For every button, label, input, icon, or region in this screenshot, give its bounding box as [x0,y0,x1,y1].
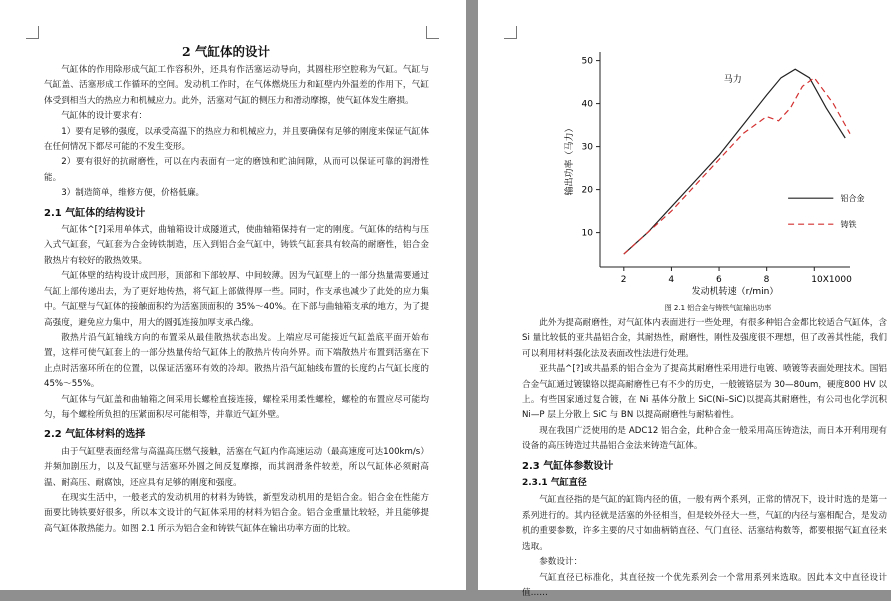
section-heading: 2.3 气缸体参数设计 [522,459,887,474]
paragraph: 亚共晶^[?]或共晶系的铝合金为了提高其耐磨性采用进行电镀、喷镀等表面处理技术。国铝合金气缸通过镀镍铬以提高耐磨性已有不少的历史，一般镀铬层为 30—80um，硬度800 HV 以上。有些国家通过复合镀，在 Ni 基体分散上 SiC(Ni–SiC)以提高其耐磨性，有公司也化学沉积 Ni—P 层上分散上 SiC 与 BN 以提高耐磨性与耐粘着性。 [522,362,887,424]
paragraph: 气缸体与气缸盖和曲轴箱之间采用长螺栓直接连接，螺栓采用柔性螺栓，螺栓的布置应尽可能均匀，每个螺栓所负担的压紧面积尽可能相等，并靠近气缸外壁。 [44,393,429,424]
x-tick-label: 10X1000 [811,275,852,285]
paragraph: 气缸直径指的是气缸的缸筒内径的值，一般有两个系列，正常的情况下，设计时选的是第一系列进行的。其内径就是活塞的外径相当，但是较外径大一些，气缸的内径与塞相配合，是发动机的重要参数，许多主要的尺寸如曲柄销直径、气门直径、活塞结构数等，都要根据气缸直径来选取。 [522,493,887,555]
left-body [44,63,429,537]
series-line-1 [624,78,850,254]
paragraph: 2）要有很好的抗耐磨性，可以在内表面有一定的磨蚀和贮油间隙，从而可以保证可靠的润滑性能。 [44,155,429,186]
chapter-title: 2 气缸体的设计 [182,42,270,60]
chart-annotation: 马力 [724,73,742,85]
crop-mark [26,26,39,39]
document-page-right [478,0,891,590]
legend-label: 铸铁 [840,219,856,229]
x-axis-label: 发动机转速（r/min） [692,285,779,297]
page-gutter [466,0,478,590]
legend-label: 铝合金 [840,193,864,203]
x-tick-label: 4 [668,275,674,285]
y-tick-label: 30 [582,143,594,153]
x-tick-label: 8 [764,275,770,285]
paragraph: 气缸体^[?]采用单体式，曲轴箱设计成隧道式，使曲轴箱保持有一定的刚度。气缸体的结构与压入式气缸套，气缸套为合金铸铁制造，压入到铝合金气缸中，铸铁气缸套具有较高的耐磨性，铝合金散热片有较好的散热效果。 [44,223,429,269]
series-line-0 [624,69,845,254]
x-tick-label: 2 [621,275,627,285]
x-tick-label: 6 [716,275,722,285]
y-tick-label: 20 [582,186,594,196]
y-axis-label: 输出功率（马力） [563,123,575,195]
right-body [522,316,887,601]
y-tick-label: 40 [582,100,594,110]
crop-mark [504,26,517,39]
subsection-heading: 2.3.1 气缸直径 [522,476,887,491]
paragraph: 1）要有足够的强度，以承受高温下的热应力和机械应力，并且要确保有足够的刚度来保证气缸体在任何情况下都尽可能的不发生变形。 [44,125,429,156]
paragraph: 气缸体的作用除形成气缸工作容积外，还具有作活塞运动导向，其圆柱形空腔称为气缸。气缸与气缸盖、活塞形成工作循环的空间。发动机工作时，在气体燃烧压力和缸壁内外温差的作用下，气缸体受到相当大的热应力和机械应力。此外，活塞对气缸的侧压力和滑动摩擦，使气缸体发生磨损。 [44,63,429,109]
paragraph: 由于气缸壁表面经常与高温高压燃气接触，活塞在气缸内作高速运动（最高速度可达100km/s）并频加剧压力，以及气缸壁与活塞环外圆之间反复摩擦，而其润滑条件较差，所以气缸体必须耐高温、耐高压、耐腐蚀，还应具有足够的刚度和强度。 [44,445,429,491]
paragraph: 此外为提高耐磨性，对气缸体内表面进行一些处理，有很多种铝合金都比较适合气缸体，含 Si 量比较低的亚共晶铝合金，其耐热性，耐磨性，刚性及强度很不理想，但了改善其性能，我们可以利用材料强化法及表面改性法进行处理。 [522,316,887,362]
y-tick-label: 10 [582,229,594,239]
crop-mark [426,26,439,39]
paragraph: 3）制造简单，维修方便，价格低廉。 [44,186,429,201]
paragraph: 散热片沿气缸轴线方向的布置采从最佳散热状态出发。上端应尽可能接近气缸盖底平面开始布置，这样可使气缸套上的一部分热量传给气缸体上的散热片传向外界。而下端散热片布置到活塞在下止点时活塞环所在的位置，以保证活塞环有效的冷却。散热片沿气缸轴线布置的长度约占气缸长度的 45%～55%。 [44,331,429,393]
y-tick-label: 50 [582,57,594,67]
paragraph: 在现实生活中，一般老式的发动机用的材料为铸铁，新型发动机用的是铝合金。铝合金在性能方面要比铸铁要好很多，所以本文设计的气缸体采用的材料为铝合金。铝合金重量比较轻，并且能够提高气缸体散热能力。如图 2.1 所示为铝合金和铸铁气缸体在输出功率方面的比较。 [44,491,429,537]
paragraph: 参数设计： [522,555,887,570]
section-heading: 2.1 气缸体的结构设计 [44,206,429,221]
figure-caption: 图 2.1 铝合金与铸铁气缸输出功率 [628,303,808,313]
paragraph: 气缸直径已标准化，其直径按一个优先系列会一个常用系列来选取。因此本文中直径设计值…… [522,571,887,601]
section-heading: 2.2 气缸体材料的选择 [44,427,429,442]
paragraph: 现在我国广泛使用的是 ADC12 铝合金，此种合金一般采用高压铸造法，而日本开利用现有设备的高压铸造过共晶铝合金法来铸造气缸体。 [522,424,887,455]
paragraph: 气缸体的设计要求有： [44,109,429,124]
paragraph: 气缸体壁的结构设计成凹形，顶部和下部较厚、中间较薄。因为气缸壁上的一部分热量需要通过气缸上部传递出去，为了更好地传热，将气缸上部做得厚一些。同时，作支承也减少了此处的应力集中。气缸壁与气缸体的接触面积约为活塞顶面积的 35%～40%。在下部与曲轴箱支承的地方，为了提高强度，避免应力集中，用大的圆弧连接加厚支承凸缘。 [44,269,429,331]
power-chart [558,44,888,294]
